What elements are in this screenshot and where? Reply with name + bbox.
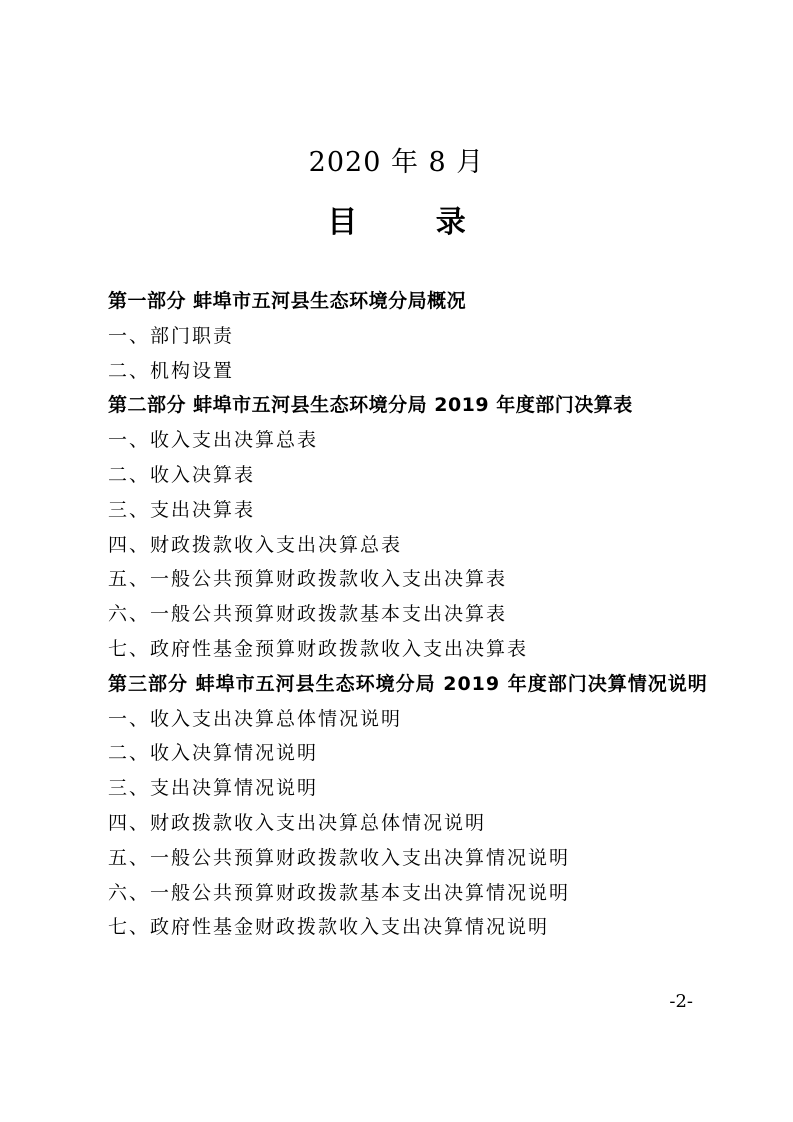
- toc-item: 一、收入支出决算总体情况说明: [108, 707, 403, 730]
- toc-item: 七、政府性基金财政拨款收入支出决算情况说明: [108, 916, 550, 939]
- toc-item: 一、部门职责: [108, 324, 235, 347]
- toc-part-2: 第二部分 蚌埠市五河县生态环境分局 2019 年度部门决算表: [108, 394, 633, 417]
- toc-item: 三、支出决算表: [108, 498, 256, 521]
- toc-item: 五、一般公共预算财政拨款收入支出决算表: [108, 568, 508, 591]
- toc-part-3: 第三部分 蚌埠市五河县生态环境分局 2019 年度部门决算情况说明: [108, 672, 708, 695]
- toc-item: 七、政府性基金预算财政拨款收入支出决算表: [108, 637, 529, 660]
- toc-item: 六、一般公共预算财政拨款基本支出决算表: [108, 603, 508, 626]
- toc-title: 目 录: [327, 205, 500, 240]
- toc-item: 四、财政拨款收入支出决算总表: [108, 533, 403, 556]
- document-date: 2020 年 8 月: [308, 147, 485, 178]
- toc-part-1: 第一部分 蚌埠市五河县生态环境分局概况: [108, 290, 467, 312]
- toc-item: 二、机构设置: [108, 359, 235, 382]
- toc-item: 三、支出决算情况说明: [108, 777, 319, 800]
- toc-item: 四、财政拨款收入支出决算总体情况说明: [108, 811, 487, 834]
- table-of-contents: [108, 284, 708, 945]
- toc-item: 二、收入决算情况说明: [108, 742, 319, 765]
- page-number: -2-: [669, 991, 693, 1012]
- toc-item: 六、一般公共预算财政拨款基本支出决算情况说明: [108, 881, 571, 904]
- toc-item: 一、收入支出决算总表: [108, 429, 319, 452]
- toc-item: 二、收入决算表: [108, 463, 256, 486]
- toc-item: 五、一般公共预算财政拨款收入支出决算情况说明: [108, 846, 571, 869]
